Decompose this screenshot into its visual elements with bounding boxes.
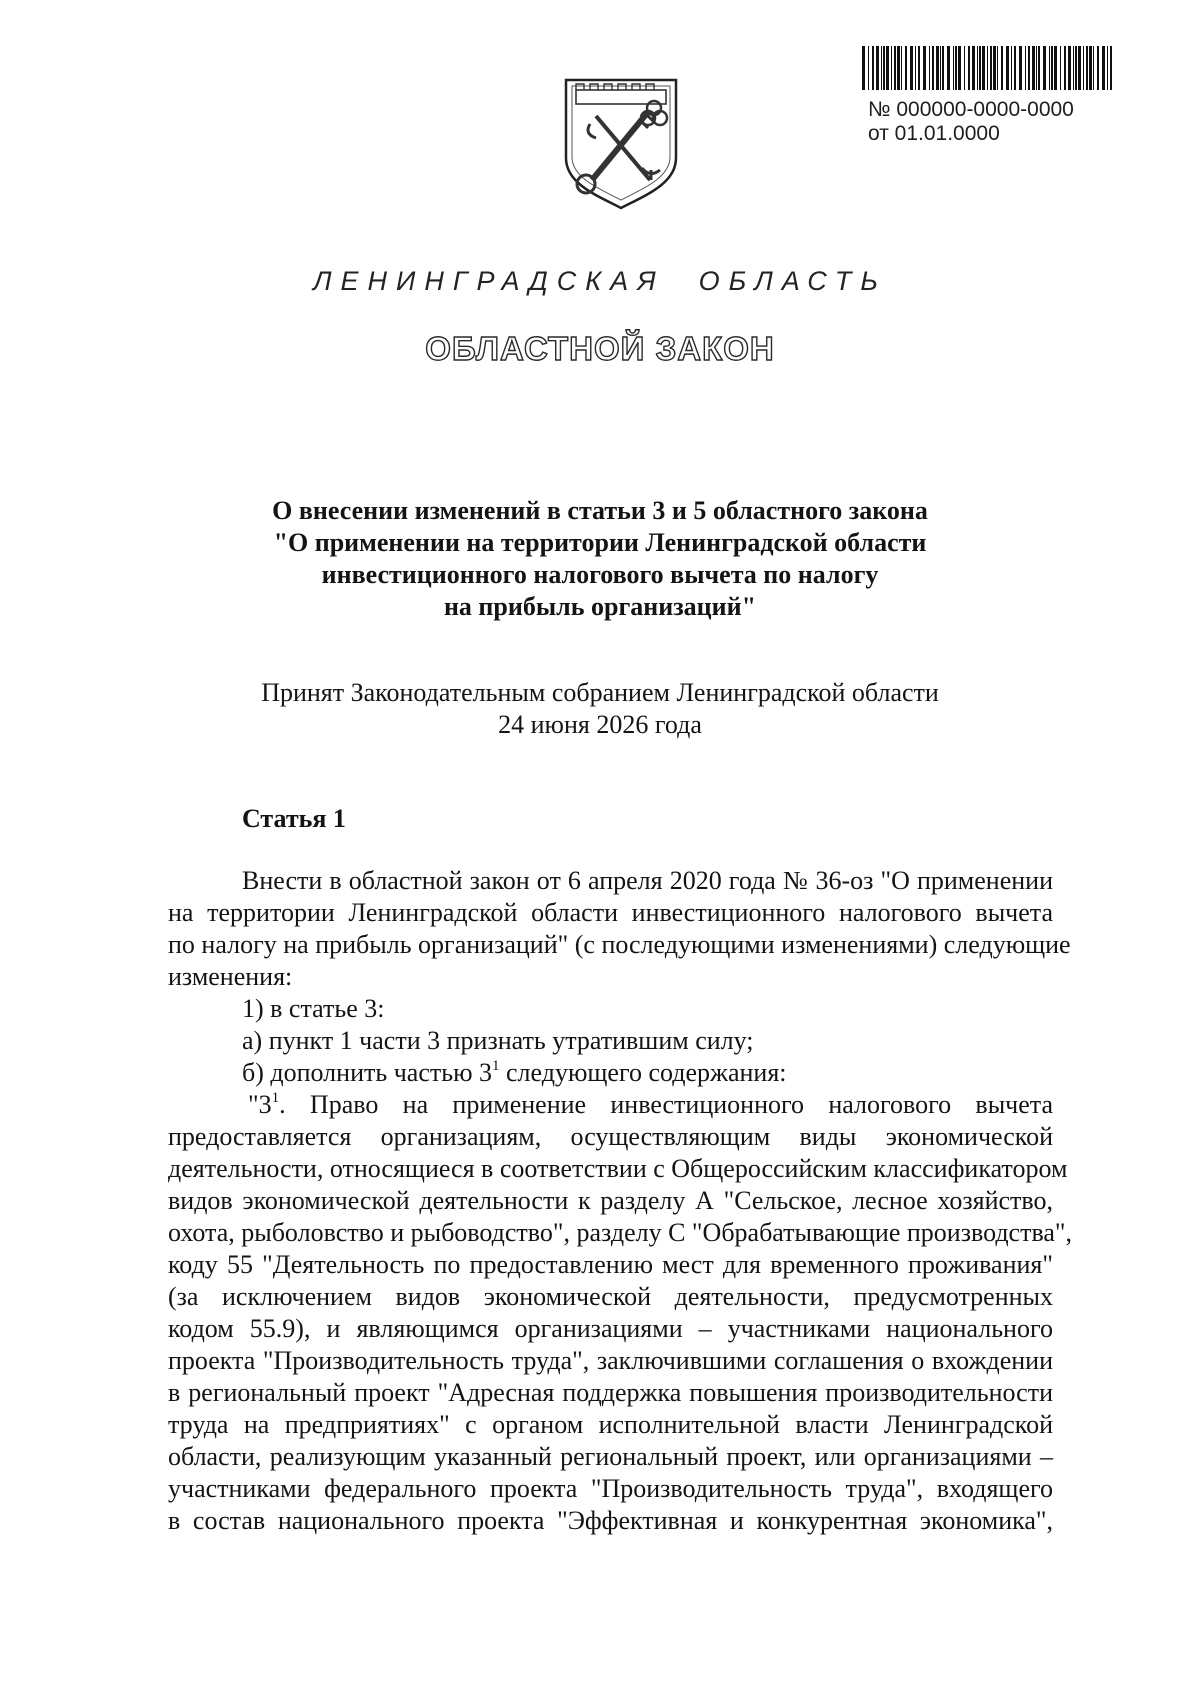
barcode-bar	[964, 46, 965, 90]
body-line-part: "3	[248, 1090, 272, 1119]
body-line: на территории Ленинградской области инвестиционного налогового вычета	[168, 898, 1053, 927]
body-line: в региональный проект "Адресная поддержка повышения производительности	[168, 1378, 1053, 1407]
law-title	[200, 495, 1000, 623]
barcode-bar	[915, 46, 916, 90]
barcode-bar	[1011, 46, 1012, 90]
body-line: труда на предприятиях" с органом исполнительной власти Ленинградской	[168, 1410, 1053, 1439]
barcode-bar	[947, 46, 950, 90]
superscript: 1	[492, 1058, 500, 1074]
body-line: 1) в статье 3:	[242, 994, 385, 1023]
barcode-bar	[868, 46, 869, 90]
barcode-bar	[886, 46, 889, 90]
barcode-bar	[1060, 46, 1061, 90]
barcode-bar	[1083, 46, 1084, 90]
barcode-bar	[1014, 46, 1016, 90]
barcode-bar	[942, 46, 944, 90]
barcode-bar	[1019, 46, 1022, 90]
barcode-bar	[872, 46, 874, 90]
barcode-bar	[993, 46, 996, 90]
body-line: изменения:	[168, 962, 293, 991]
barcode-bar	[972, 46, 975, 90]
barcode-bar	[958, 46, 961, 90]
title-line: инвестиционного налогового вычета по налогу	[321, 560, 879, 589]
barcode-bar	[901, 46, 902, 90]
barcode-bar	[1093, 46, 1094, 90]
barcode-bar	[1075, 46, 1077, 90]
barcode-bar	[1025, 46, 1026, 90]
law-type-heading: ОБЛАСТНОЙ ЗАКОН	[425, 330, 775, 367]
barcode-bar	[1107, 46, 1108, 90]
barcode-bar	[1032, 46, 1035, 90]
barcode-bar	[891, 46, 892, 90]
body-line: по налогу на прибыль организаций" (с последующими изменениями) следующие	[168, 930, 1071, 959]
barcode-bar	[862, 46, 865, 90]
superscript: 1	[271, 1090, 280, 1106]
barcode-bar	[897, 46, 900, 90]
article-body	[168, 865, 1073, 1537]
body-line-part: . Право на применение инвестиционного налогового вычета	[279, 1090, 1053, 1119]
barcode-bar	[1051, 46, 1053, 90]
barcode-bar	[1110, 46, 1112, 90]
region-word-1: ЛЕНИНГРАДСКАЯ	[313, 266, 665, 296]
coat-of-arms-icon	[560, 72, 682, 210]
title-line: на прибыль организаций"	[443, 592, 757, 621]
barcode-bar	[1073, 46, 1074, 90]
barcode-bar	[940, 46, 941, 90]
body-line-part: б) дополнить частью 3	[242, 1058, 493, 1087]
barcode-bar	[1049, 46, 1050, 90]
barcode-icon	[860, 46, 1118, 90]
registration-number: № 000000-0000-0000	[868, 98, 1074, 121]
body-line: а) пункт 1 части 3 признать утратившим силу;	[242, 1026, 754, 1055]
barcode-bar	[1102, 46, 1105, 90]
adoption-note	[200, 677, 1000, 741]
body-line: области, реализующим указанный региональный проект, или организациями –	[168, 1442, 1053, 1471]
barcode-bar	[918, 46, 920, 90]
barcode-bar	[1006, 46, 1009, 90]
barcode-bar	[876, 46, 879, 90]
barcode-bar	[929, 46, 930, 90]
body-line: предоставляется организациям, осуществляющим виды экономической	[168, 1122, 1053, 1151]
body-line-part: следующего содержания:	[499, 1058, 787, 1087]
barcode-bar	[1086, 46, 1088, 90]
barcode-bar	[932, 46, 934, 90]
body-line: Внести в областной закон от 6 апреля 2020 года № 36-оз "О применении	[242, 866, 1053, 895]
barcode-bar	[977, 46, 978, 90]
barcode-bar	[979, 46, 981, 90]
body-line: (за исключением видов экономической деятельности, предусмотренных	[168, 1282, 1053, 1311]
barcode-bar	[982, 46, 985, 90]
title-line: О внесении изменений в статьи 3 и 5 областного закона	[272, 496, 928, 525]
barcode-bar	[936, 46, 939, 90]
barcode-bar	[881, 46, 882, 90]
body-line: проекта "Производительность труда", заключившими соглашения о вхождении	[168, 1346, 1053, 1375]
article-heading: Статья 1	[242, 804, 346, 833]
region-heading	[0, 266, 1200, 297]
barcode-bar	[1078, 46, 1081, 90]
adoption-line: Принят Законодательным собранием Ленинградской области	[261, 678, 939, 707]
registration-date: от 01.01.0000	[868, 122, 1000, 145]
barcode-bar	[1038, 46, 1040, 90]
barcode-bar	[1054, 46, 1057, 90]
body-line	[168, 1089, 1053, 1121]
registration-stamp	[868, 98, 1074, 146]
barcode-bar	[990, 46, 992, 90]
body-line	[168, 1057, 1053, 1089]
body-line: участниками федерального проекта "Производительность труда", входящего	[168, 1474, 1053, 1503]
barcode-bar	[955, 46, 957, 90]
barcode-bar	[987, 46, 988, 90]
barcode-bar	[1028, 46, 1030, 90]
body-line: охота, рыболовство и рыбоводство", разделу С "Обрабатывающие производства",	[168, 1218, 1073, 1247]
barcode-bar	[883, 46, 885, 90]
title-line: "О применении на территории Ленинградской области	[273, 528, 927, 557]
barcode-bar	[1036, 46, 1037, 90]
body-line: в состав национального проекта "Эффективная и конкурентная экономика",	[168, 1506, 1053, 1535]
barcode-bar	[1068, 46, 1071, 90]
body-line: деятельности, относящиеся в соответствии с Общероссийским классификатором	[168, 1154, 1068, 1183]
body-line: видов экономической деятельности к разделу А "Сельское, лесное хозяйство,	[168, 1186, 1053, 1215]
barcode-bar	[1043, 46, 1046, 90]
barcode-bar	[1064, 46, 1066, 90]
barcode-bar	[1001, 46, 1003, 90]
barcode-bar	[997, 46, 998, 90]
barcode-bar	[894, 46, 896, 90]
barcode-bar	[1097, 46, 1099, 90]
barcode-bar	[953, 46, 954, 90]
region-word-2: ОБЛАСТЬ	[698, 266, 887, 296]
adoption-date: 24 июня 2026 года	[498, 710, 702, 739]
barcode-bar	[923, 46, 926, 90]
body-line: кодом 55.9), и являющимся организациями – участниками национального	[168, 1314, 1053, 1343]
barcode-bar	[910, 46, 913, 90]
barcode-bar	[905, 46, 907, 90]
body-line: коду 55 "Деятельность по предоставлению мест для временного проживания"	[168, 1250, 1053, 1279]
barcode-bar	[968, 46, 970, 90]
barcode-bar	[1089, 46, 1092, 90]
